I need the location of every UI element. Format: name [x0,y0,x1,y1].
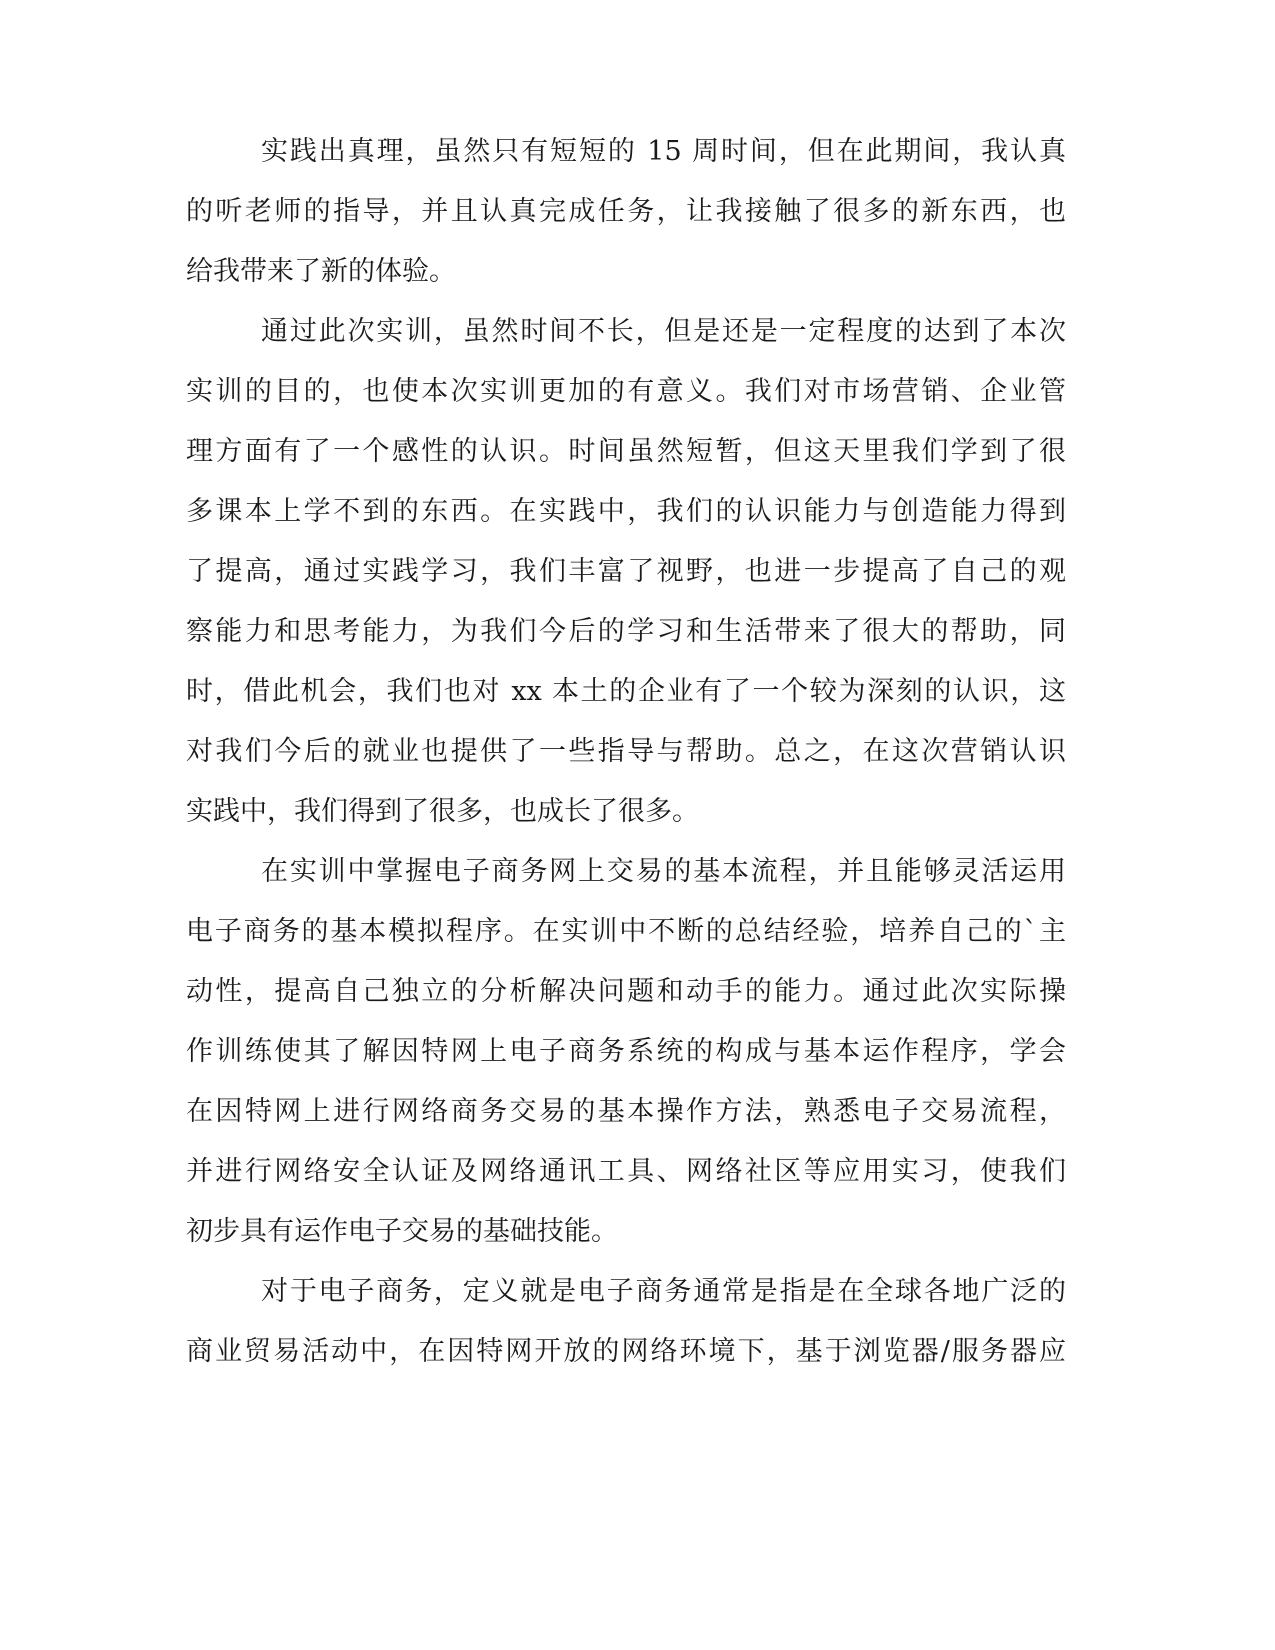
paragraph-1-line-3: 给我带来了新的体验。 [186,256,456,287]
paragraph-2-line-3: 理方面有了一个感性的认识。时间虽然短暂，但这天里我们学到了很 [186,436,1066,467]
paragraph-2-line-6: 察能力和思考能力，为我们今后的学习和生活带来了很大的帮助，同 [186,616,1066,647]
paragraph-2-line-4: 多课本上学不到的东西。在实践中，我们的认识能力与创造能力得到 [186,496,1066,527]
paragraph-3-line-1: 在实训中掌握电子商务网上交易的基本流程，并且能够灵活运用 [261,856,1066,887]
paragraph-2-line-7: 时，借此机会，我们也对 xx 本土的企业有了一个较为深刻的认识，这 [186,676,1066,707]
paragraph-2-line-9: 实践中，我们得到了很多，也成长了很多。 [186,796,699,827]
paragraph-3-line-3: 动性，提高自己独立的分析解决问题和动手的能力。通过此次实际操 [186,976,1066,1007]
paragraph-2-line-2: 实训的目的，也使本次实训更加的有意义。我们对市场营销、企业管 [186,376,1066,407]
paragraph-3-line-6: 并进行网络安全认证及网络通讯工具、网络社区等应用实习，使我们 [186,1156,1066,1187]
paragraph-3-line-5: 在因特网上进行网络商务交易的基本操作方法，熟悉电子交易流程， [186,1096,1066,1127]
paragraph-2-line-5: 了提高，通过实践学习，我们丰富了视野，也进一步提高了自己的观 [186,556,1066,587]
paragraph-3-line-2: 电子商务的基本模拟程序。在实训中不断的总结经验，培养自己的`主 [186,916,1066,947]
paragraph-3-line-4: 作训练使其了解因特网上电子商务系统的构成与基本运作程序，学会 [186,1036,1066,1067]
paragraph-4-line-2: 商业贸易活动中，在因特网开放的网络环境下，基于浏览器/服务器应 [186,1336,1066,1367]
paragraph-2-line-8: 对我们今后的就业也提供了一些指导与帮助。总之，在这次营销认识 [186,736,1066,767]
paragraph-4-line-1: 对于电子商务，定义就是电子商务通常是指是在全球各地广泛的 [261,1276,1066,1307]
paragraph-3-line-7: 初步具有运作电子交易的基础技能。 [186,1216,618,1247]
paragraph-1-line-2: 的听老师的指导，并且认真完成任务，让我接触了很多的新东西，也 [186,196,1066,227]
paragraph-2-line-1: 通过此次实训，虽然时间不长，但是还是一定程度的达到了本次 [261,316,1066,347]
paragraph-1-line-1: 实践出真理，虽然只有短短的 15 周时间，但在此期间，我认真 [261,136,1066,167]
